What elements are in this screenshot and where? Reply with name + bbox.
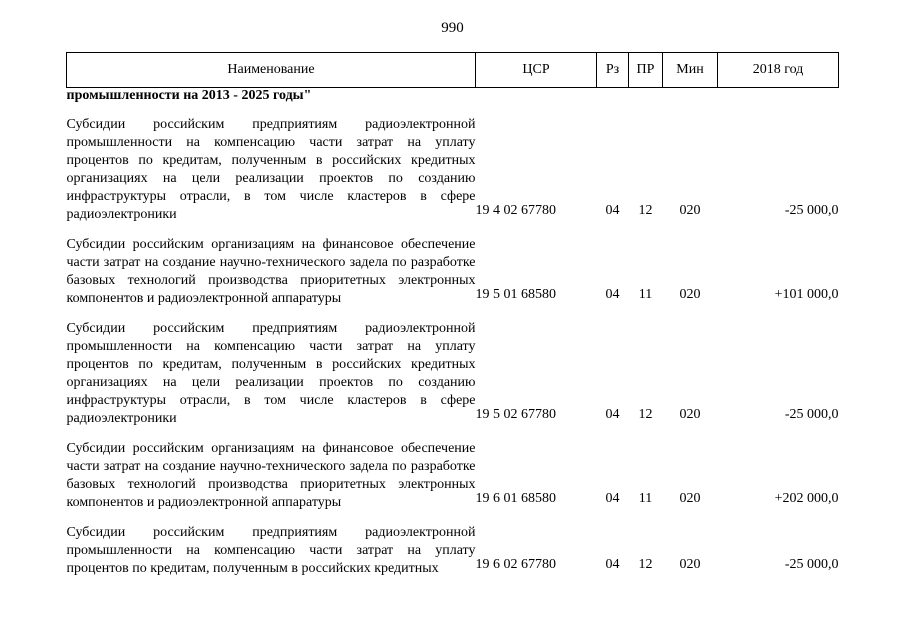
row-csr: 19 5 01 68580 xyxy=(475,287,556,302)
row-name: Субсидии российским организациям на финансовое обеспечение части затрат на создание научно-технического задела по разработке базовых технологий производства приоритетных электронных компонентов и радиоэлектронной аппаратуры xyxy=(66,237,476,306)
budget-table xyxy=(66,52,839,578)
row-name: Субсидии российским предприятиям радиоэлектронной промышленности на компенсацию части затрат на уплату процентов по кредитам, полученным в российских кредитных организациях на цели реализации проектов по созданию инфраструктуры отрасли, в том числе кластеров в сфере радиоэлектроники xyxy=(66,117,476,222)
program-continuation: промышленности на 2013 - 2025 годы" xyxy=(66,88,312,103)
row-min: 020 xyxy=(679,491,701,506)
row-pr: 12 xyxy=(638,557,653,572)
header-min: Мин xyxy=(663,53,718,88)
row-amount: +101 000,0 xyxy=(774,287,839,302)
header-name: Наименование xyxy=(67,53,476,88)
row-pr: 12 xyxy=(638,203,653,218)
table-row xyxy=(67,308,839,428)
table-header-row xyxy=(67,53,839,88)
header-year: 2018 год xyxy=(718,53,839,88)
row-rz: 04 xyxy=(605,287,620,302)
row-amount: -25 000,0 xyxy=(784,203,839,218)
row-amount: -25 000,0 xyxy=(784,407,839,422)
row-csr: 19 4 02 67780 xyxy=(475,203,556,218)
row-min: 020 xyxy=(679,287,701,302)
row-rz: 04 xyxy=(605,203,620,218)
table-row xyxy=(67,224,839,308)
table-row xyxy=(67,512,839,578)
row-min: 020 xyxy=(679,203,701,218)
row-rz: 04 xyxy=(605,491,620,506)
row-pr: 11 xyxy=(638,287,653,302)
row-amount: -25 000,0 xyxy=(784,557,839,572)
row-csr: 19 6 02 67780 xyxy=(475,557,556,572)
header-csr: ЦСР xyxy=(476,53,597,88)
table-row xyxy=(67,104,839,224)
row-rz: 04 xyxy=(605,557,620,572)
row-rz: 04 xyxy=(605,407,620,422)
row-pr: 12 xyxy=(638,407,653,422)
row-min: 020 xyxy=(679,407,701,422)
table-row xyxy=(67,428,839,512)
row-name: Субсидии российским организациям на финансовое обеспечение части затрат на создание научно-технического задела по разработке базовых технологий производства приоритетных электронных компонентов и радиоэлектронной аппаратуры xyxy=(66,441,476,510)
row-min: 020 xyxy=(679,557,701,572)
page-number: 990 xyxy=(441,20,464,36)
row-name: Субсидии российским предприятиям радиоэлектронной промышленности на компенсацию части затрат на уплату процентов по кредитам, полученным в российских кредитных xyxy=(66,525,476,576)
row-csr: 19 6 01 68580 xyxy=(475,491,556,506)
row-amount: +202 000,0 xyxy=(774,491,839,506)
header-rz: Рз xyxy=(597,53,629,88)
row-pr: 11 xyxy=(638,491,653,506)
header-pr: ПР xyxy=(629,53,663,88)
row-name: Субсидии российским предприятиям радиоэлектронной промышленности на компенсацию части затрат на уплату процентов по кредитам, полученным в российских кредитных организациях на цели реализации проектов по созданию инфраструктуры отрасли, в том числе кластеров в сфере радиоэлектроники xyxy=(66,321,476,426)
program-continuation-row xyxy=(67,88,839,105)
row-csr: 19 5 02 67780 xyxy=(475,407,556,422)
